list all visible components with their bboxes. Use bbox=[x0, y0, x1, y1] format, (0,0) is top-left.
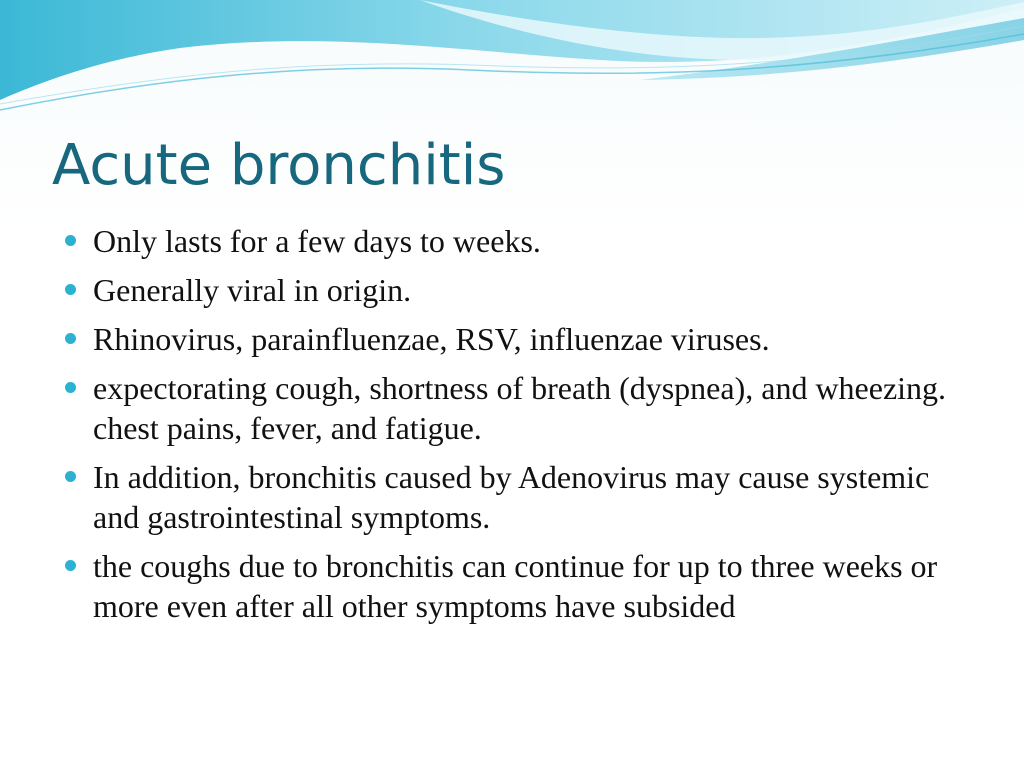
bullet-text: Only lasts for a few days to weeks. bbox=[93, 223, 541, 259]
bullet-item bbox=[62, 221, 962, 261]
bullet-list bbox=[62, 221, 962, 635]
bullet-item bbox=[62, 546, 962, 626]
bullet-text: In addition, bronchitis caused by Adenovirus may cause systemic and gastrointestinal symptoms. bbox=[93, 459, 930, 535]
bullet-item bbox=[62, 319, 962, 359]
bullet-text: Generally viral in origin. bbox=[93, 272, 412, 308]
bullet-item bbox=[62, 270, 962, 310]
bullet-item bbox=[62, 457, 962, 537]
bullet-marker-icon bbox=[65, 471, 76, 482]
bullet-text: the coughs due to bronchitis can continue for up to three weeks or more even after all other symptoms have subsided bbox=[93, 548, 938, 624]
slide-title: Acute bronchitis bbox=[52, 133, 506, 198]
bullet-text: expectorating cough, shortness of breath (dyspnea), and wheezing. chest pains, fever, and fatigue. bbox=[93, 370, 947, 446]
bullet-item bbox=[62, 368, 962, 448]
bullet-marker-icon bbox=[65, 284, 76, 295]
bullet-text: Rhinovirus, parainfluenzae, RSV, influenzae viruses. bbox=[93, 321, 770, 357]
bullet-marker-icon bbox=[65, 560, 76, 571]
header-wave-decoration bbox=[0, 0, 1024, 120]
bullet-marker-icon bbox=[65, 382, 76, 393]
bullet-marker-icon bbox=[65, 235, 76, 246]
bullet-marker-icon bbox=[65, 333, 76, 344]
